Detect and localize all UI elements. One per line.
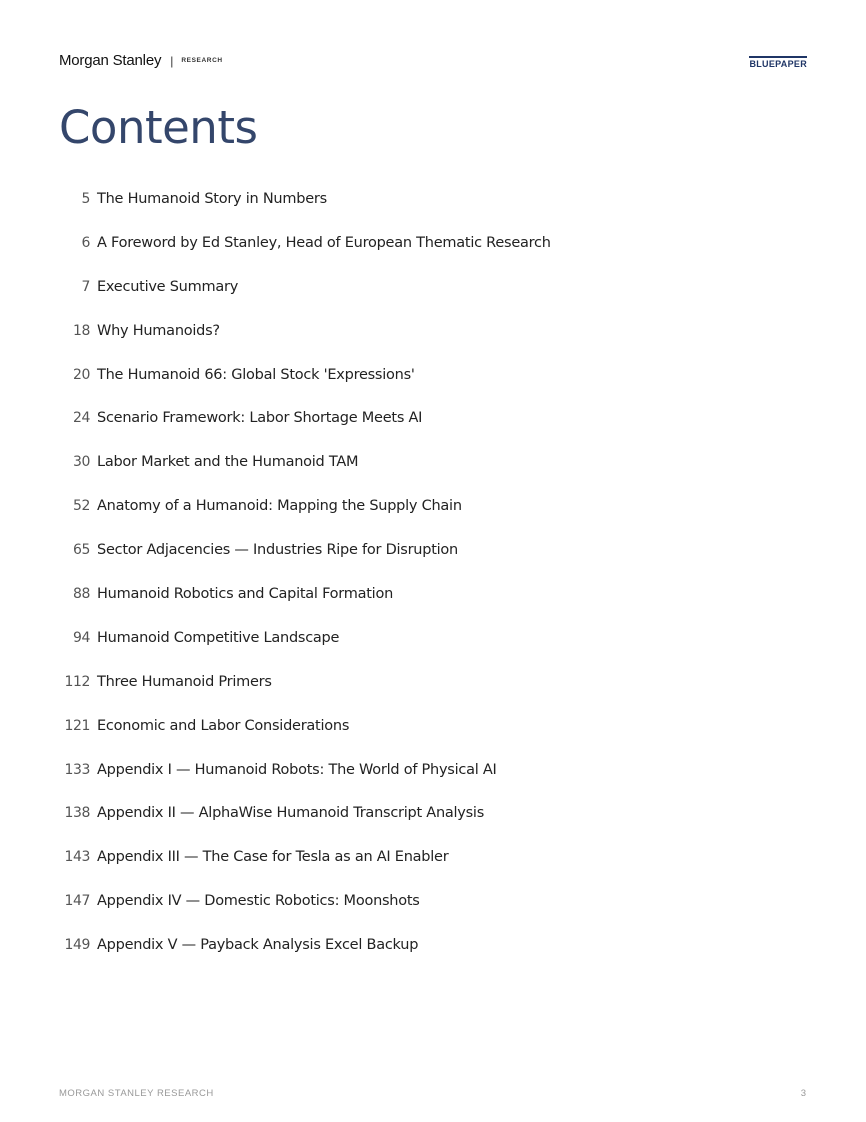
footer-publisher: MORGAN STANLEY RESEARCH (59, 1088, 214, 1099)
toc-entry-title: Economic and Labor Considerations (97, 717, 350, 734)
toc-page-number: 52 (72, 498, 90, 515)
toc-entry[interactable] (59, 762, 759, 806)
toc-entry[interactable] (59, 586, 759, 630)
toc-page-number: 138 (64, 805, 90, 822)
brand-separator: | (170, 53, 174, 68)
toc-entry-title: Appendix III — The Case for Tesla as an AI Enabler (97, 849, 449, 866)
toc-page-number: 112 (64, 673, 90, 690)
toc-entry-title: Appendix I — Humanoid Robots: The World of Physical AI (97, 761, 497, 778)
page-header (59, 52, 807, 72)
table-of-contents (59, 191, 759, 981)
toc-entry-title: The Humanoid Story in Numbers (97, 191, 327, 207)
bluepaper-badge: BLUEPAPER (749, 56, 807, 69)
toc-entry[interactable] (59, 937, 759, 981)
toc-entry-title: Sector Adjacencies — Industries Ripe for Disruption (97, 542, 458, 559)
toc-entry[interactable] (59, 498, 759, 542)
toc-entry[interactable] (59, 235, 759, 279)
toc-page-number: 7 (81, 278, 90, 295)
toc-page-number: 88 (72, 586, 90, 603)
toc-entry-title: Humanoid Competitive Landscape (97, 629, 340, 646)
toc-entry-title: Anatomy of a Humanoid: Mapping the Supply Chain (97, 498, 462, 515)
toc-page-number: 121 (64, 717, 90, 734)
toc-page-number: 133 (64, 761, 90, 778)
toc-page-number: 147 (64, 893, 90, 910)
toc-entry[interactable] (59, 805, 759, 849)
toc-entry[interactable] (59, 718, 759, 762)
toc-entry[interactable] (59, 410, 759, 454)
toc-entry-title: Appendix V — Payback Analysis Excel Backup (97, 937, 419, 954)
toc-entry-title: Scenario Framework: Labor Shortage Meets AI (97, 410, 423, 427)
toc-entry[interactable] (59, 454, 759, 498)
toc-entry[interactable] (59, 849, 759, 893)
toc-entry-title: Labor Market and the Humanoid TAM (97, 454, 359, 471)
toc-entry[interactable] (59, 893, 759, 937)
toc-entry[interactable] (59, 367, 759, 411)
toc-entry[interactable] (59, 542, 759, 586)
toc-page-number: 20 (72, 366, 90, 383)
toc-entry[interactable] (59, 674, 759, 718)
toc-page-number: 6 (81, 234, 90, 251)
page-title: Contents (59, 101, 258, 154)
toc-entry[interactable] (59, 323, 759, 367)
toc-page-number: 18 (72, 322, 90, 339)
toc-entry-title: A Foreword by Ed Stanley, Head of European Thematic Research (97, 234, 551, 251)
toc-entry-title: Executive Summary (97, 278, 239, 295)
toc-page-number: 30 (72, 454, 90, 471)
toc-page-number: 24 (72, 410, 90, 427)
toc-entry-title: Appendix II — AlphaWise Humanoid Transcript Analysis (97, 805, 485, 822)
toc-entry-title: The Humanoid 66: Global Stock 'Expressions' (97, 366, 415, 383)
toc-page-number: 143 (64, 849, 90, 866)
toc-page-number: 5 (81, 191, 90, 207)
brand-section: RESEARCH (181, 57, 223, 64)
brand-name: Morgan Stanley (59, 52, 162, 69)
toc-entry-title: Appendix IV — Domestic Robotics: Moonshots (97, 893, 420, 910)
toc-entry[interactable] (59, 191, 759, 235)
footer-page-number: 3 (800, 1088, 806, 1099)
toc-entry-title: Humanoid Robotics and Capital Formation (97, 586, 394, 603)
toc-entry[interactable] (59, 630, 759, 674)
toc-entry-title: Why Humanoids? (97, 322, 220, 339)
toc-entry[interactable] (59, 279, 759, 323)
brand-logo (59, 52, 223, 69)
toc-page-number: 94 (72, 629, 90, 646)
toc-page-number: 149 (64, 937, 90, 954)
toc-entry-title: Three Humanoid Primers (97, 673, 272, 690)
toc-page-number: 65 (72, 542, 90, 559)
